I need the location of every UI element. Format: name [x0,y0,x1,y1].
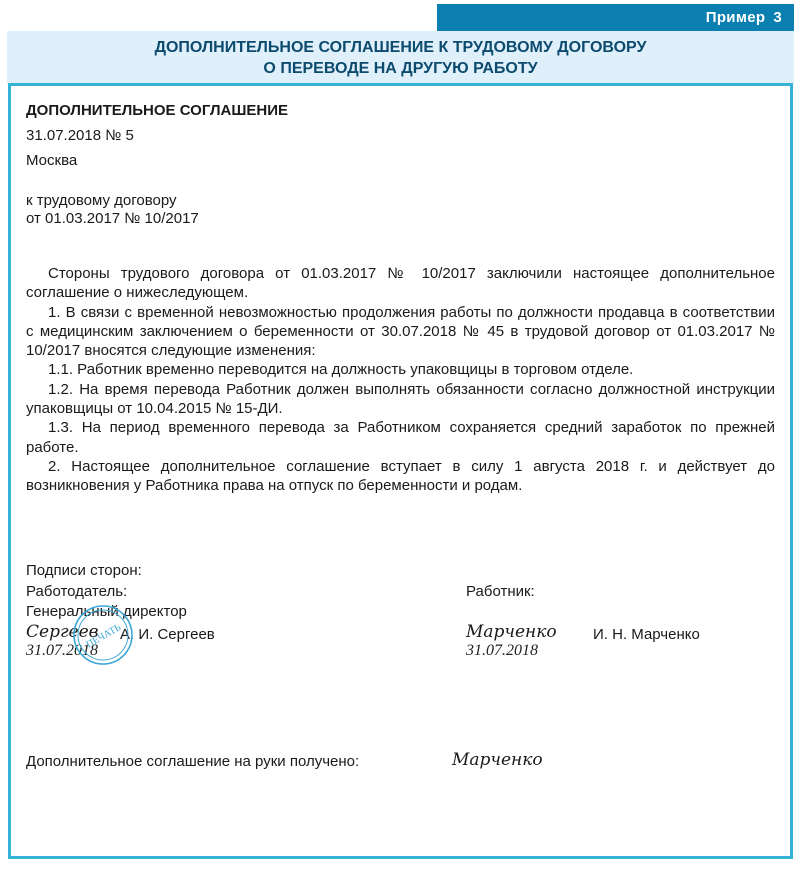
document-title: ДОПОЛНИТЕЛЬНОЕ СОГЛАШЕНИЕ [26,102,289,119]
paragraph-1-3: 1.3. На период временного перевода за Работником сохраняется средний заработок по прежней работе. [26,419,775,456]
banner-number: 3 [773,9,782,26]
heading-line-1: ДОПОЛНИТЕЛЬНОЕ СОГЛАШЕНИЕ К ТРУДОВОМУ ДОГОВОРУ [154,39,647,56]
employee-sign-date: 31.07.2018 [466,642,538,659]
paragraph-preamble: Стороны трудового договора от 01.03.2017 № 10/2017 заключили настоящее дополнительное соглашение о нижеследующем. [26,265,775,302]
contract-reference-line-2: от 01.03.2017 № 10/2017 [26,210,199,227]
employer-name: А. И. Сергеев [120,626,215,643]
paragraph-1-1: 1.1. Работник временно переводится на должность упаковщицы в торговом отделе. [48,361,634,379]
seal-text: ПЕЧАТЬ [84,622,123,651]
company-seal-icon [72,604,134,666]
employer-position: Генеральный директор [26,603,187,620]
employee-name: И. Н. Марченко [593,626,700,643]
paragraph-2: 2. Настоящее дополнительное соглашение вступает в силу 1 августа 2018 г. и действует до возникновения у Работника права на отпуск по беременности и родам. [26,457,775,495]
employee-label: Работник: [466,583,535,600]
document-date-number: 31.07.2018 № 5 [26,127,134,144]
paragraph-1: 1. В связи с временной невозможностью продолжения работы по должности продавца в соответствии с медицинским заключением о беременности от 30.07.2018 № 45 в трудовой договор от 01.03.2017 № 10/2017 вносятся следующие изменения: [26,303,775,360]
employer-signature: Сергеев [26,622,99,642]
heading-line-2: О ПЕРЕВОДЕ НА ДРУГУЮ РАБОТУ [263,60,538,77]
received-label: Дополнительное соглашение на руки получено: [26,753,360,770]
example-banner [437,4,794,31]
banner-label: Пример [705,9,766,26]
employer-sign-date: 31.07.2018 [26,642,98,659]
document-city: Москва [26,152,78,169]
paragraph-1-2: 1.2. На время перевода Работник должен выполнять обязанности согласно должностной инструкции упаковщицы от 10.04.2015 № 15-ДИ. [26,380,775,418]
employer-label: Работодатель: [26,583,128,600]
signatures-label: Подписи сторон: [26,562,142,579]
employee-signature: Марченко [466,622,557,642]
document-heading [7,31,794,84]
received-signature: Марченко [452,750,543,770]
agreement-body [26,264,775,496]
contract-reference-line-1: к трудовому договору [26,192,177,209]
